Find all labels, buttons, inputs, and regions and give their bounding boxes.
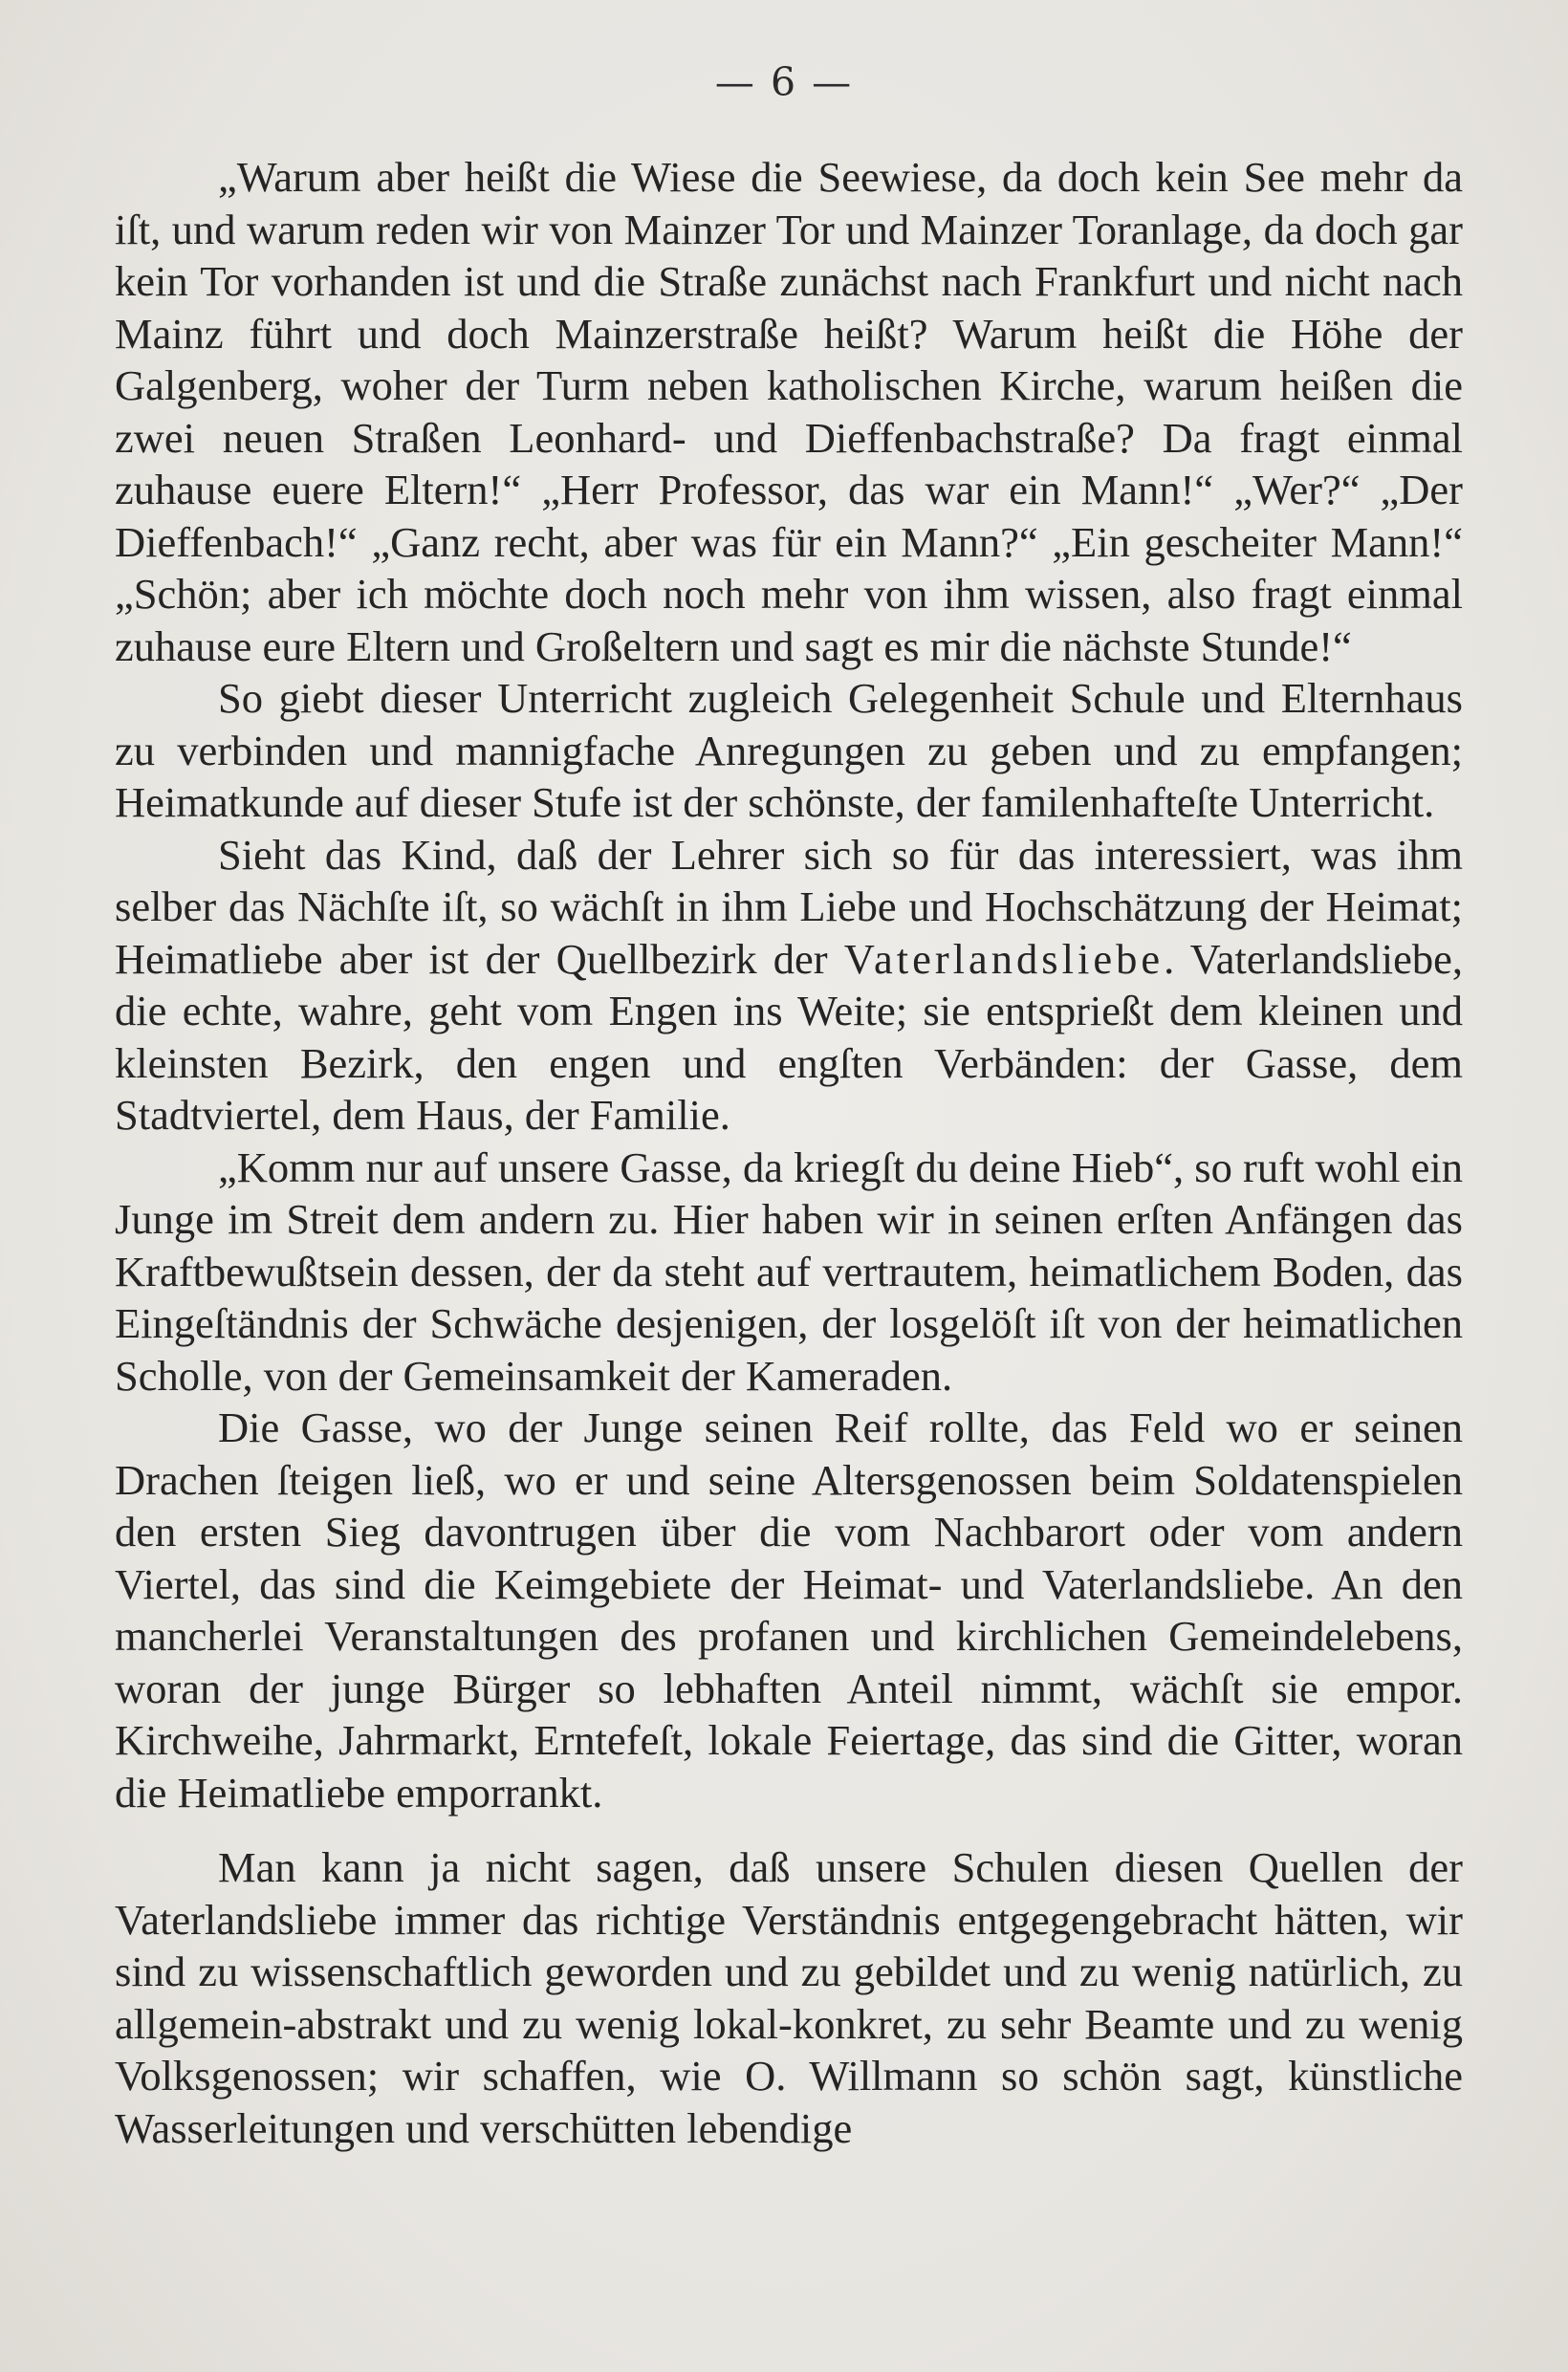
body-text bbox=[115, 151, 1463, 2154]
paragraph-3 bbox=[115, 829, 1463, 1142]
page-number: — 6 — bbox=[714, 59, 854, 105]
paragraph-4: „Komm nur auf unsere Gasse, da kriegſt du deine Hieb“, so ruft wohl ein Junge im Streit dem andern zu. Hier haben wir in seinen erſten Anfängen das Kraftbewußtsein dessen, der da steht auf vertrautem, heimatlichem Boden, das Eingeſtändnis der Schwäche desjenigen, der losgelöſt iſt von der heimatlichen Scholle, von der Gemeinsamkeit der Kameraden. bbox=[115, 1142, 1463, 1400]
paragraph-5: Die Gasse, wo der Junge seinen Reif rollte, das Feld wo er seinen Drachen ſteigen ließ, wo er und seine Altersgenossen beim Soldatenspielen den ersten Sieg davontrugen über die vom Nachbarort oder vom andern Viertel, das sind die Keimgebiete der Heimat- und Vaterlandsliebe. An den mancherlei Veranstaltungen des profanen und kirchlichen Gemeindelebens, woran der junge Bürger so lebhaften Anteil nimmt, wächſt sie empor. Kirchweihe, Jahrmarkt, Erntefeſt, lokale Feiertage, das sind die Gitter, woran die Heimatliebe emporrankt. bbox=[115, 1404, 1463, 1817]
paragraph-1: „Warum aber heißt die Wiese die Seewiese, da doch kein See mehr da iſt, und warum reden wir von Mainzer Tor und Mainzer Toranlage, da doch gar kein Tor vorhanden ist und die Straße zunächst nach Frankfurt und nicht nach Mainz führt und doch Mainzerstraße heißt? Warum heißt die Höhe der Galgenberg, woher der Turm neben katholischen Kirche, warum heißen die zwei neuen Straßen Leonhard- und Dieffenbachstraße? Da fragt einmal zuhause euere Eltern!“ „Herr Professor, das war ein Mann!“ „Wer?“ „Der Dieffenbach!“ „Ganz recht, aber was für ein Mann?“ „Ein gescheiter Mann!“ „Schön; aber ich möchte doch noch mehr von ihm wissen, also fragt einmal zuhause eure Eltern und Großeltern und sagt es mir die nächste Stunde!“ bbox=[115, 153, 1463, 670]
paragraph-3-emphasis: Vaterlandsliebe bbox=[843, 934, 1165, 983]
paragraph-3-text-before: Sieht das Kind, daß der Lehrer sich so für das interessiert, was ihm selber das Nächſte iſt, so wächſt in ihm Liebe und Hochschätzung der Heimat; Heimatliebe aber ist der Quellbezirk der bbox=[115, 830, 1463, 983]
paragraph-6: Man kann ja nicht sagen, daß unsere Schulen diesen Quellen der Vaterlandsliebe immer das richtige Verständnis entgegengebracht hätten, wir sind zu wissenschaftlich geworden und zu gebildet und zu wenig natürlich, zu allgemein-abstrakt und zu wenig lokal-konkret, zu sehr Beamte und zu wenig Volksgenossen; wir schaffen, wie O. Willmann so schön sagt, künstliche Wasserleitungen und verschütten lebendige bbox=[115, 1843, 1463, 2152]
paragraph-2: So giebt dieser Unterricht zugleich Gelegenheit Schule und Elternhaus zu verbinden und mannigfache Anregungen zu geben und zu empfangen; Heimatkunde auf dieser Stufe ist der schönste, der familenhafteſte Unterricht. bbox=[115, 674, 1463, 826]
paragraph-3-text-after: . Vaterlandsliebe, die echte, wahre, geht vom Engen ins Weite; sie entsprießt dem kleinen und kleinsten Bezirk, den engen und engſten Verbänden: der Gasse, dem Stadtviertel, dem Haus, der Familie. bbox=[115, 934, 1464, 1139]
